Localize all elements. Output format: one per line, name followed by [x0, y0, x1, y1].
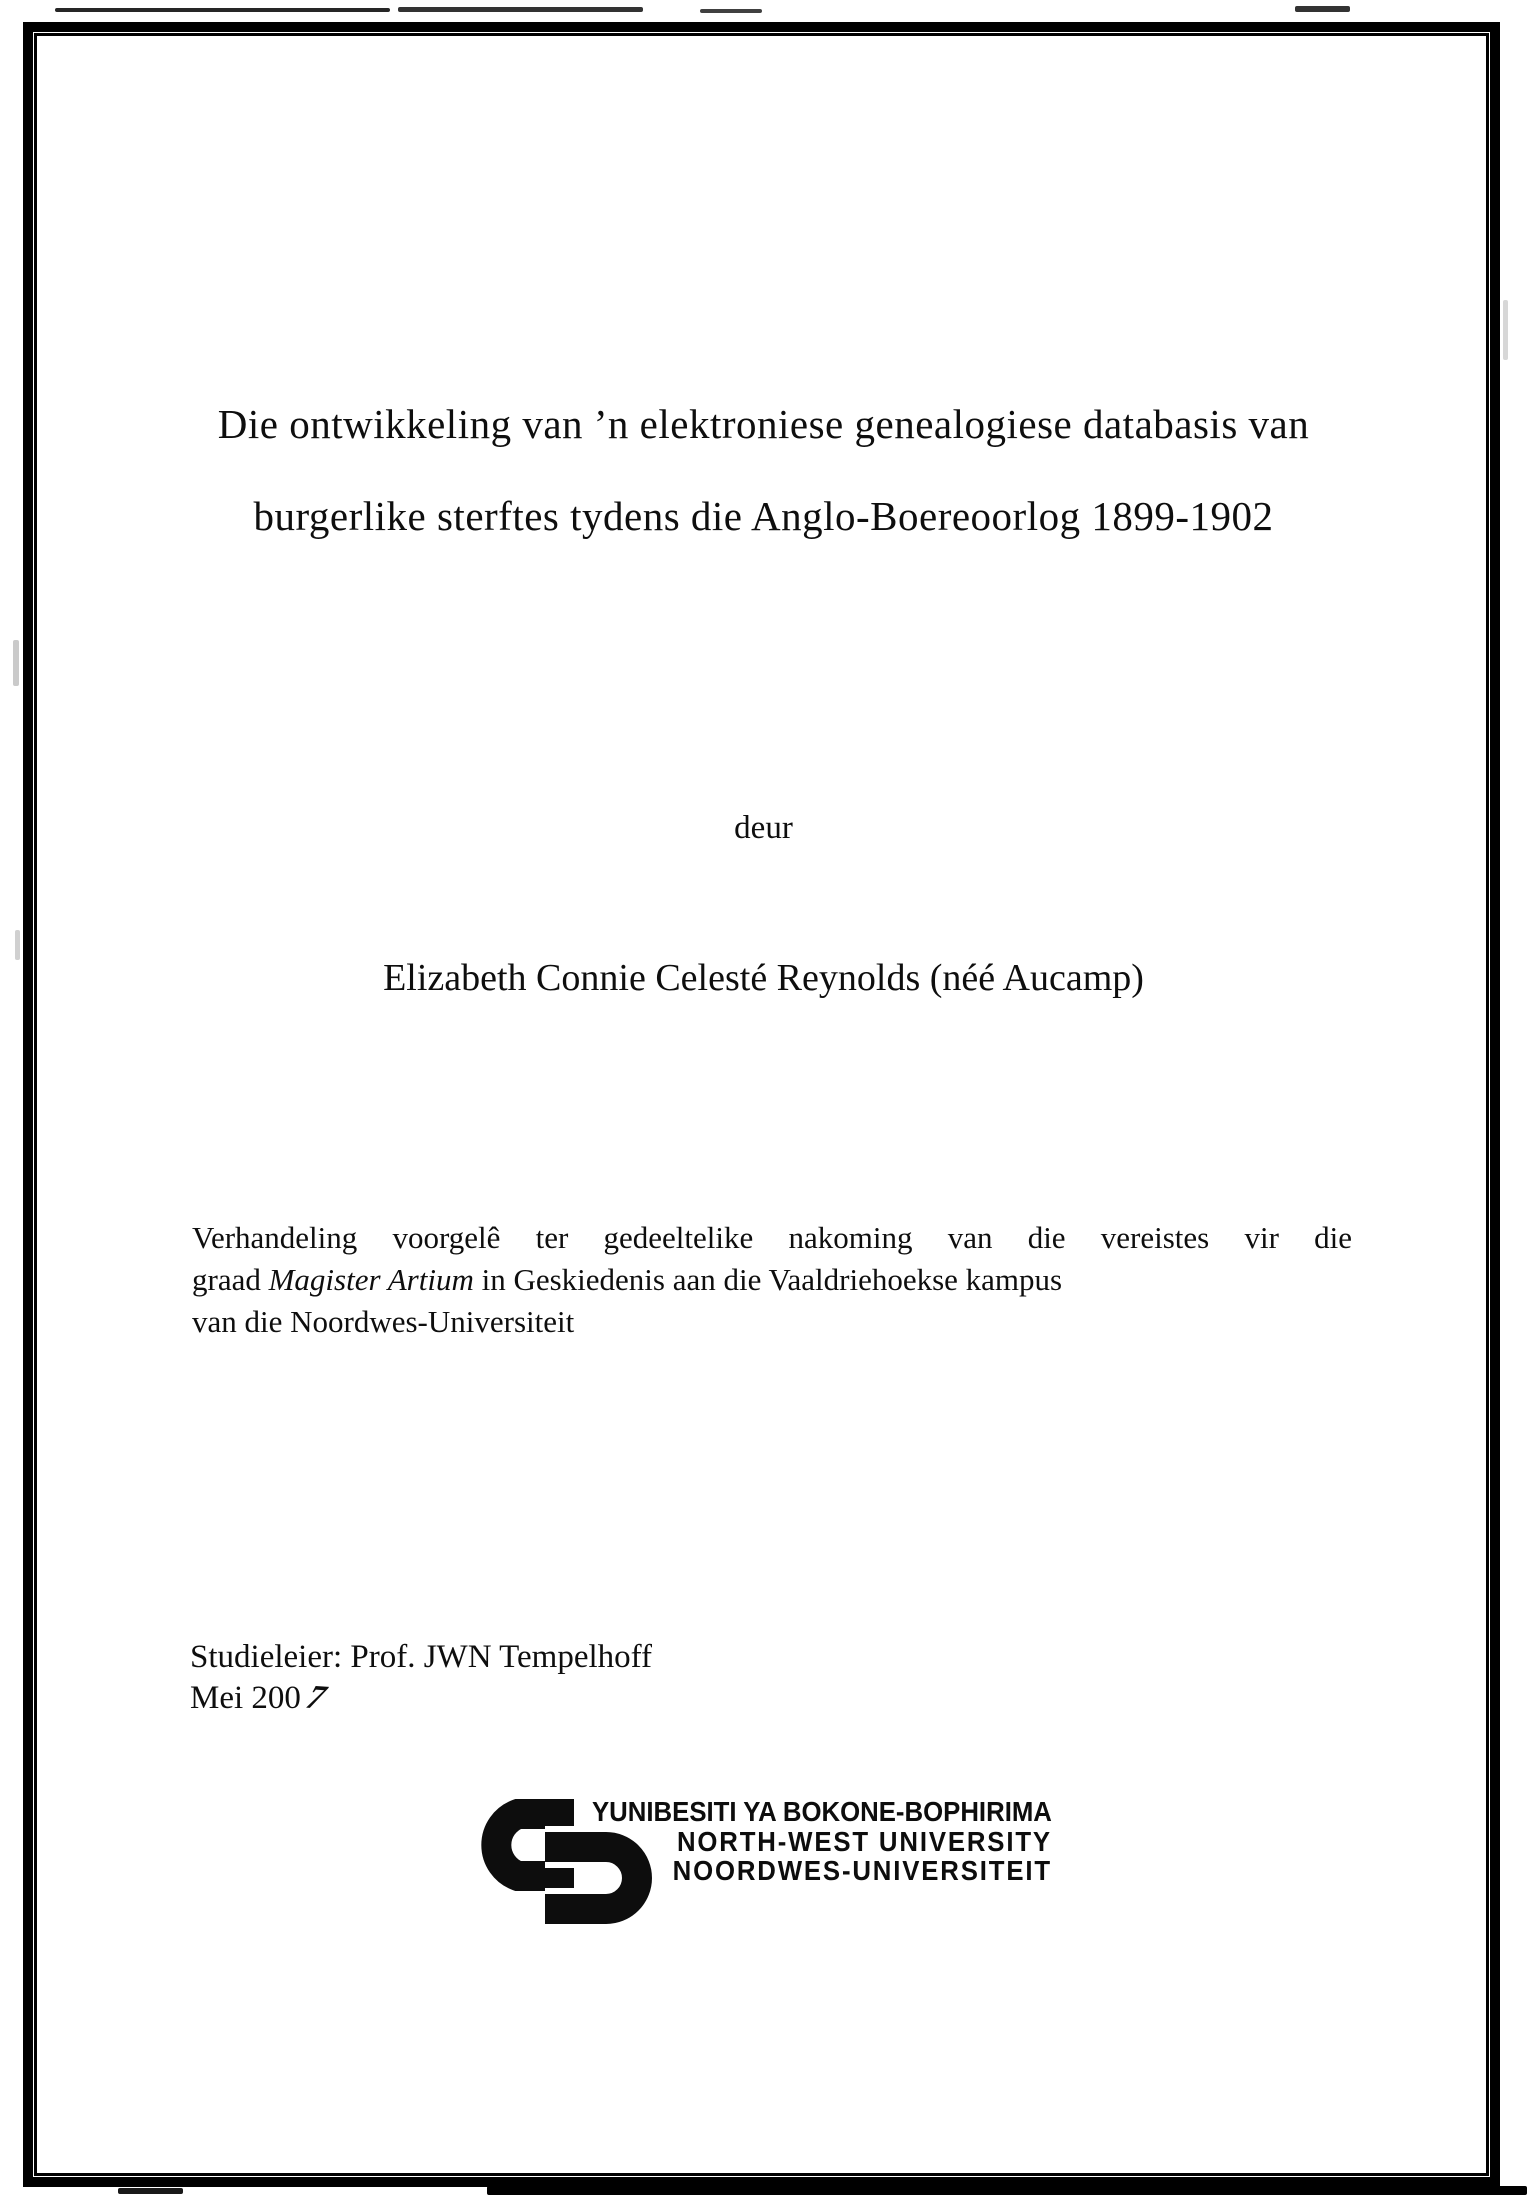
supervisor-line: Studieleier: Prof. JWN Tempelhoff: [190, 1639, 653, 1675]
date-last-digit: 7: [298, 1679, 333, 1717]
degree-statement-line-2-pre: graad: [192, 1262, 269, 1297]
byline-label: deur: [734, 810, 793, 846]
scan-artifact: [398, 7, 643, 12]
thesis-title-line-1: Die ontwikkeling van ’n elektroniese genealogiese databasis van: [217, 401, 1310, 447]
scan-artifact: [487, 2186, 1527, 2195]
university-wordmark-line-2: NORTH-WEST UNIVERSITY: [677, 1825, 1052, 1857]
author-name: Elizabeth Connie Celesté Reynolds (néé Aucamp): [383, 957, 1144, 999]
degree-title-italic: Magister Artium: [268, 1262, 474, 1297]
degree-statement-line-2-post: in Geskiedenis aan die Vaaldriehoekse kampus: [473, 1262, 1063, 1297]
university-wordmark-line-1: YUNIBESITI YA BOKONE-BOPHIRIMA: [592, 1796, 1052, 1827]
scan-artifact: [118, 2188, 183, 2194]
degree-statement: [192, 1217, 1352, 1343]
date-prefix: Mei 200: [190, 1680, 301, 1716]
scan-artifact: [1503, 300, 1508, 360]
scan-artifact: [15, 930, 20, 960]
date-line: [190, 1678, 652, 1719]
degree-statement-line-1: Verhandeling voorgelê ter gedeeltelike nakoming van die vereistes vir die: [192, 1220, 1352, 1255]
thesis-title-line-2: burgerlike sterftes tydens die Anglo-Boereoorlog 1899-1902: [253, 493, 1274, 539]
degree-statement-line-3: van die Noordwes-Universiteit: [192, 1304, 575, 1339]
scan-artifact: [55, 8, 390, 12]
supervisor-block: [190, 1637, 652, 1719]
scan-artifact: [13, 640, 19, 686]
scan-artifact: [1295, 6, 1350, 12]
university-wordmark: [592, 1797, 1052, 1886]
university-wordmark-line-3: NOORDWES-UNIVERSITEIT: [672, 1855, 1052, 1886]
degree-statement-line-2: [192, 1259, 1352, 1301]
scan-artifact: [700, 9, 762, 13]
